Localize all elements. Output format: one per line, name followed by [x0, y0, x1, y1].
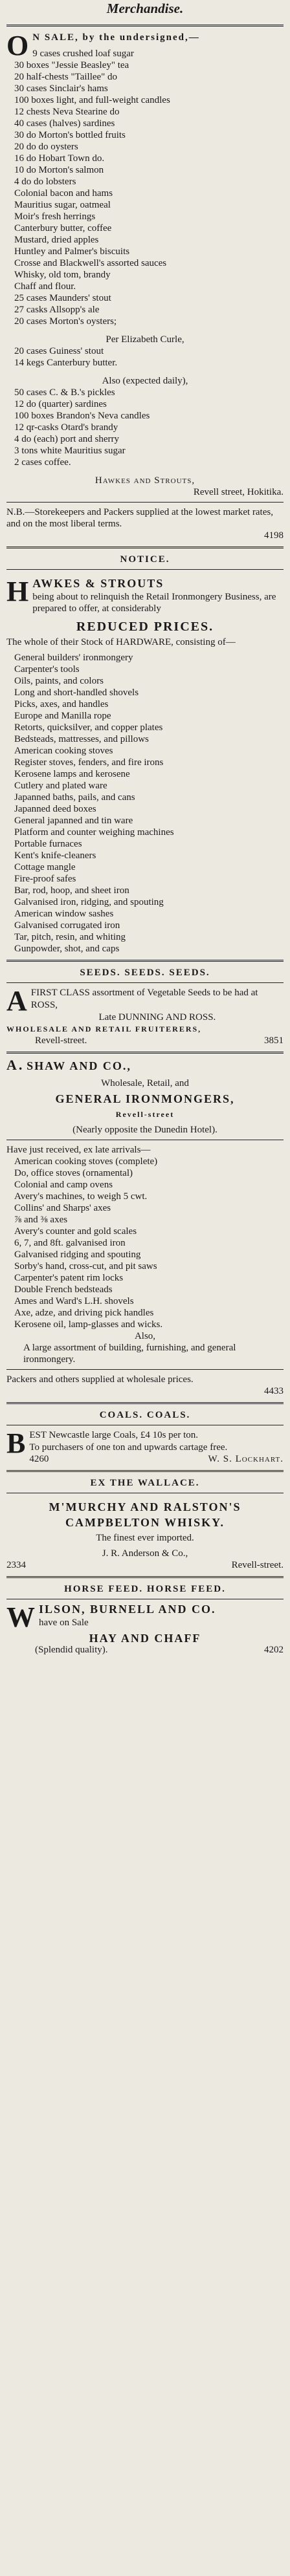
- list-item: 9 cases crushed loaf sugar: [32, 49, 134, 59]
- quality-row: [6, 1644, 284, 1656]
- list-item: American cooking stoves (complete): [14, 1156, 158, 1167]
- list-item: General japanned and tin ware: [14, 816, 133, 826]
- divider: [6, 502, 284, 503]
- list-item: 12 qr-casks Otard's brandy: [14, 422, 118, 433]
- list-item: 14 kegs Canterbury butter.: [14, 358, 118, 368]
- address-row: [6, 1559, 284, 1571]
- list-item: 100 boxes Brandon's Neva candles: [14, 411, 150, 421]
- drop-cap: B: [6, 1427, 26, 1459]
- ad-body: EST Newcastle large Coals, £4 10s per ton.: [29, 1430, 199, 1440]
- firm-line: WHOLESALE AND RETAIL FRUITERERS,: [6, 1024, 202, 1034]
- ad-notice: [6, 554, 284, 955]
- list-item: 20 cases Guiness' stout: [14, 346, 104, 356]
- list-item: 100 boxes light, and full-weight candles: [14, 95, 170, 105]
- quality: (Splendid quality).: [35, 1645, 108, 1655]
- ad-number: 4260: [29, 1454, 49, 1464]
- tagline: The finest ever imported.: [96, 1533, 194, 1543]
- list-item: 16 do Hobart Town do.: [14, 153, 105, 164]
- ad-body: have on Sale: [39, 1618, 89, 1628]
- list-item: Mauritius sugar, oatmeal: [14, 200, 111, 210]
- sub-heading: Also (expected daily),: [102, 376, 188, 386]
- divider: [6, 982, 284, 983]
- firm-name: AWKES & STROUTS: [32, 577, 164, 590]
- product: HAY AND CHAFF: [89, 1632, 201, 1645]
- ad-horse-feed: [6, 1583, 284, 1656]
- closing-text: A large assortment of building, furnishing, and general ironmongery.: [23, 1343, 236, 1365]
- drop-cap: A.: [6, 1057, 25, 1073]
- list-item: 30 boxes "Jessie Beasley" tea: [14, 60, 129, 70]
- list-item: Galvanised corrugated iron: [14, 920, 120, 931]
- ad-number: 4433: [264, 1386, 284, 1396]
- list-item: 12 chests Neva Stearine do: [14, 107, 120, 117]
- product-line: CAMPBELTON WHISKY.: [65, 1516, 225, 1529]
- list-item: Galvanised iron, ridging, and spouting: [14, 897, 164, 907]
- list-item: Galvanised ridging and spouting: [14, 1250, 141, 1260]
- note: N.B.—Storekeepers and Packers supplied at the lowest market rates, and on the most liberal terms.: [6, 507, 273, 529]
- divider: [6, 960, 284, 962]
- intro-text: being about to relinquish the Retail Ironmongery Business, are prepared to offer, at considerably: [32, 592, 276, 614]
- divider: [6, 1470, 284, 1472]
- list-item: 25 cases Maunders' stout: [14, 293, 111, 303]
- list-item: Canterbury butter, coffee: [14, 223, 112, 233]
- list-item: American cooking stoves: [14, 746, 113, 756]
- list-item: American window sashes: [14, 909, 114, 919]
- address: Revell-street: [115, 1110, 175, 1119]
- ad-on-sale: [6, 32, 284, 541]
- ad-heading: COALS. COALS.: [99, 1410, 191, 1420]
- ad-number: 4198: [264, 530, 284, 541]
- ad-heading: HORSE FEED. HORSE FEED.: [64, 1584, 226, 1594]
- list-item: Tar, pitch, resin, and whiting: [14, 932, 126, 942]
- list-item: 12 do (quarter) sardines: [14, 399, 107, 409]
- list-item: 40 cases (halves) sardines: [14, 118, 115, 129]
- list-item: 6, 7, and 8ft. galvanised iron: [14, 1238, 126, 1248]
- list-item: 4 do (each) port and sherry: [14, 434, 120, 444]
- divider: [6, 547, 284, 548]
- list-item: 27 casks Allsopp's ale: [14, 305, 100, 315]
- list-item: 20 half-chests "Taillee" do: [14, 72, 118, 82]
- list-item: Register stoves, fenders, and fire irons: [14, 757, 164, 768]
- divider: [6, 1052, 284, 1054]
- item-list: [6, 387, 284, 468]
- ad-ex-wallace: [6, 1477, 284, 1571]
- list-item: Axe, adze, and driving pick handles: [14, 1308, 154, 1318]
- signature: J. R. Anderson & Co.,: [102, 1548, 188, 1559]
- item-list: [6, 648, 284, 955]
- list-item: 2 cases coffee.: [14, 457, 71, 468]
- firm-line: Wholesale, Retail, and: [101, 1078, 189, 1088]
- list-item: Cutlery and plated ware: [14, 781, 107, 791]
- list-item: Kent's knife-cleaners: [14, 850, 96, 861]
- list-item: Portable furnaces: [14, 839, 82, 849]
- list-item: General builders' ironmongery: [14, 653, 133, 663]
- address: Revell street, Hokitika.: [193, 487, 284, 497]
- list-item: Huntley and Palmer's biscuits: [14, 246, 130, 257]
- list-item: Retorts, quicksilver, and copper plates: [14, 722, 163, 733]
- list-item: Double French bedsteads: [14, 1284, 113, 1295]
- list-item: Avery's counter and gold scales: [14, 1226, 137, 1237]
- list-item: Carpenter's patent rim locks: [14, 1273, 124, 1283]
- ad-seeds: [6, 967, 284, 1046]
- signature: Hawkes and Strouts,: [95, 475, 195, 486]
- reduced-prices: REDUCED PRICES.: [76, 620, 214, 634]
- list-item: Bedsteads, mattresses, and pillows: [14, 734, 149, 744]
- signature-row: [29, 1453, 284, 1465]
- divider: [6, 569, 284, 570]
- location-note: (Nearly opposite the Dunedin Hotel).: [72, 1125, 218, 1135]
- list-item: Mustard, dried apples: [14, 235, 99, 245]
- list-item: 20 cases Morton's oysters;: [14, 316, 117, 327]
- list-item: Picks, axes, and handles: [14, 699, 109, 709]
- list-item: Moir's fresh herrings: [14, 211, 96, 222]
- list-item: Kerosene lamps and kerosene: [14, 769, 130, 779]
- list-item: ⅞ and ⅜ axes: [14, 1215, 68, 1225]
- brand-line: M'MURCHY AND RALSTON'S: [49, 1500, 241, 1513]
- address-row: [6, 1035, 284, 1046]
- list-item: Collins' and Sharps' axes: [14, 1203, 111, 1213]
- item-list: [6, 44, 284, 327]
- address: Revell-street.: [231, 1560, 284, 1570]
- ad-coals: [6, 1409, 284, 1465]
- ad-heading: SEEDS. SEEDS. SEEDS.: [80, 968, 210, 978]
- list-item: Fire-proof safes: [14, 874, 76, 884]
- list-item: Do, office stoves (ornamental): [14, 1168, 133, 1178]
- ad-number: 2334: [6, 1560, 26, 1570]
- address: Revell-street.: [35, 1035, 87, 1046]
- ad-body-2: To purchasers of one ton and upwards cartage free.: [29, 1442, 228, 1453]
- item-list: [6, 1156, 284, 1330]
- ad-title: N SALE, by the undersigned,—: [32, 32, 200, 43]
- list-item: 50 cases C. & B.'s pickles: [14, 387, 115, 398]
- list-item: Crosse and Blackwell's assorted sauces: [14, 258, 167, 268]
- item-list: [6, 345, 284, 369]
- list-item: Japanned baths, pails, and cans: [14, 792, 135, 803]
- ad-number: 3851: [264, 1035, 284, 1046]
- list-item: Bar, rod, hoop, and sheet iron: [14, 885, 129, 896]
- list-item: Colonial and camp ovens: [14, 1180, 113, 1190]
- ad-shaw-and-co: [6, 1059, 284, 1397]
- footer-text: Packers and others supplied at wholesale prices.: [6, 1374, 194, 1385]
- late-name: Late DUNNING AND ROSS.: [98, 1012, 216, 1023]
- list-item: Whisky, old tom, brandy: [14, 270, 111, 280]
- firm-name: ILSON, BURNELL AND CO.: [39, 1603, 216, 1616]
- list-item: Colonial bacon and hams: [14, 188, 113, 199]
- list-item: Long and short-handled shovels: [14, 687, 139, 698]
- list-item: Oils, paints, and colors: [14, 676, 104, 686]
- list-item: 30 do Morton's bottled fruits: [14, 130, 126, 140]
- list-item: Kerosene oil, lamp-glasses and wicks.: [14, 1319, 163, 1330]
- list-item: 20 do do oysters: [14, 142, 78, 152]
- list-item: Carpenter's tools: [14, 664, 80, 675]
- section-header: Merchandise.: [106, 1, 184, 16]
- firm-line: GENERAL IRONMONGERS,: [55, 1092, 235, 1105]
- list-item: 30 cases Sinclair's hams: [14, 83, 108, 94]
- list-item: Platform and counter weighing machines: [14, 827, 174, 838]
- list-item: Cottage mangle: [14, 862, 76, 872]
- list-item: Avery's machines, to weigh 5 cwt.: [14, 1191, 148, 1202]
- ad-body: FIRST CLASS assortment of Vegetable Seeds to be had at ROSS,: [30, 988, 258, 1010]
- list-item: Gunpowder, shot, and caps: [14, 944, 120, 954]
- list-item: Ames and Ward's L.H. shovels: [14, 1296, 134, 1306]
- stock-intro: The whole of their Stock of HARDWARE, consisting of—: [6, 637, 236, 647]
- also: Also,: [134, 1331, 156, 1341]
- intro-text: Have just received, ex late arrivals—: [6, 1145, 151, 1155]
- list-item: Sorby's hand, cross-cut, and pit saws: [14, 1261, 157, 1272]
- list-item: Japanned deed boxes: [14, 804, 96, 814]
- divider: [6, 1402, 284, 1404]
- divider: [6, 1369, 284, 1370]
- list-item: Chaff and flour.: [14, 281, 76, 292]
- firm-name: SHAW AND CO.,: [27, 1059, 131, 1072]
- list-item: Europe and Manilla rope: [14, 711, 111, 721]
- sub-heading: Per Elizabeth Curle,: [106, 334, 184, 345]
- drop-cap: H: [6, 576, 29, 607]
- drop-cap: A: [6, 985, 27, 1017]
- notice-heading: NOTICE.: [120, 554, 170, 565]
- drop-cap: O: [6, 30, 29, 61]
- list-item: 10 do Morton's salmon: [14, 165, 104, 175]
- divider: [6, 1576, 284, 1578]
- signature: W. S. Lockhart.: [208, 1454, 284, 1464]
- list-item: 4 do do lobsters: [14, 177, 76, 187]
- ad-number: 4202: [264, 1645, 284, 1655]
- ad-heading: EX THE WALLACE.: [90, 1478, 200, 1488]
- divider: [6, 25, 284, 27]
- drop-cap: W: [6, 1601, 35, 1633]
- list-item: 3 tons white Mauritius sugar: [14, 446, 126, 456]
